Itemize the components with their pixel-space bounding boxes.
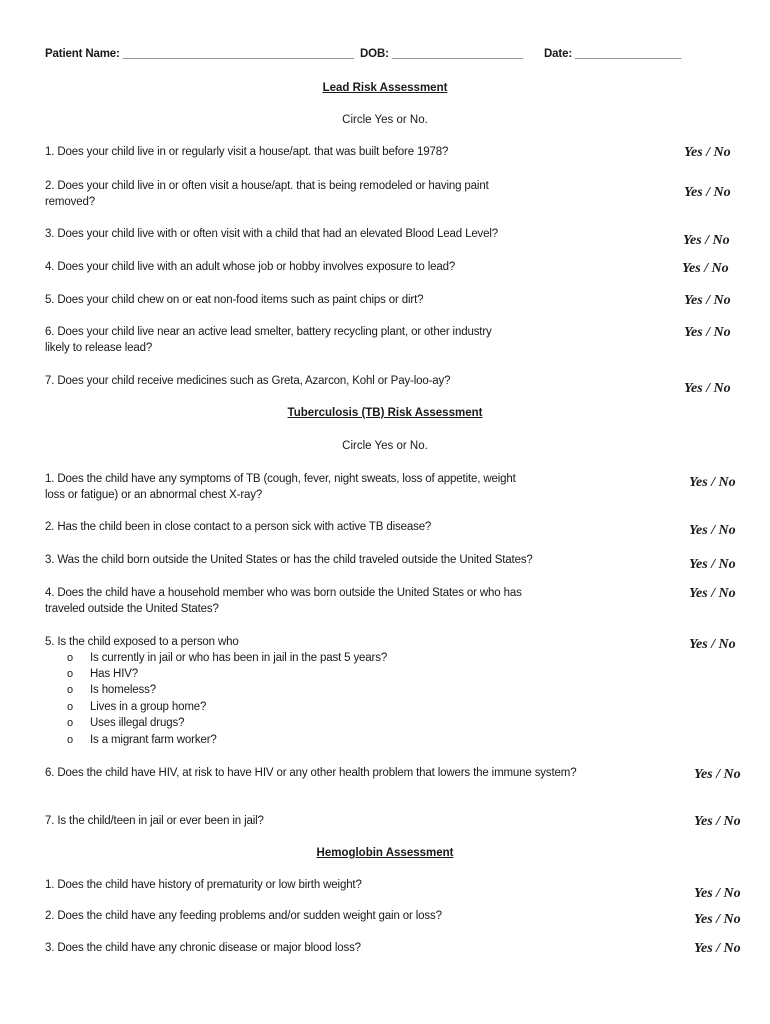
tb-question-4-cont: traveled outside the United States? bbox=[45, 603, 219, 615]
hemo-q1-yes-no[interactable]: Yes / No bbox=[694, 886, 741, 901]
hemo-q3-yes-no[interactable]: Yes / No bbox=[694, 941, 741, 956]
bullet-icon: o bbox=[67, 684, 74, 696]
lead-q5-yes-no[interactable]: Yes / No bbox=[684, 293, 731, 308]
tb-q5-item-2: Has HIV? bbox=[90, 668, 139, 680]
lead-question-1: 1. Does your child live in or regularly visit a house/apt. that was built before 1978? bbox=[45, 146, 449, 158]
tb-q3-yes-no[interactable]: Yes / No bbox=[689, 557, 736, 572]
lead-q7-yes-no[interactable]: Yes / No bbox=[684, 381, 731, 396]
hemo-question-2: 2. Does the child have any feeding problems and/or sudden weight gain or loss? bbox=[45, 910, 442, 922]
lead-q2-yes-no[interactable]: Yes / No bbox=[684, 185, 731, 200]
tb-q6-yes-no[interactable]: Yes / No bbox=[694, 767, 741, 782]
tb-question-2: 2. Has the child been in close contact to a person sick with active TB disease? bbox=[45, 521, 432, 533]
bullet-icon: o bbox=[67, 734, 74, 746]
lead-question-2: 2. Does your child live in or often visit a house/apt. that is being remodeled or having paint bbox=[45, 180, 489, 192]
lead-q1-yes-no[interactable]: Yes / No bbox=[684, 145, 731, 160]
hemo-question-1: 1. Does the child have history of prematurity or low birth weight? bbox=[45, 879, 362, 891]
tb-question-6: 6. Does the child have HIV, at risk to have HIV or any other health problem that lowers the immune system? bbox=[45, 767, 577, 779]
tb-q5-item-1: Is currently in jail or who has been in jail in the past 5 years? bbox=[90, 652, 388, 664]
tb-q5-item-3: Is homeless? bbox=[90, 684, 156, 696]
bullet-icon: o bbox=[67, 717, 74, 729]
tb-q5-item-4: Lives in a group home? bbox=[90, 701, 207, 713]
tb-q2-yes-no[interactable]: Yes / No bbox=[689, 523, 736, 538]
hemo-section-title: Hemoglobin Assessment bbox=[316, 847, 454, 859]
bullet-icon: o bbox=[67, 652, 74, 664]
tb-q7-yes-no[interactable]: Yes / No bbox=[694, 814, 741, 829]
lead-question-4: 4. Does your child live with an adult whose job or hobby involves exposure to lead? bbox=[45, 261, 456, 273]
tb-question-4: 4. Does the child have a household member who was born outside the United States or who has bbox=[45, 587, 522, 599]
tb-question-7: 7. Is the child/teen in jail or ever been in jail? bbox=[45, 815, 264, 827]
dob-field[interactable]: DOB: _____________________ bbox=[360, 48, 523, 60]
lead-question-6-cont: likely to release lead? bbox=[45, 342, 153, 354]
date-field[interactable]: Date: _________________ bbox=[544, 48, 682, 60]
lead-section-title: Lead Risk Assessment bbox=[322, 82, 448, 94]
hemo-q2-yes-no[interactable]: Yes / No bbox=[694, 912, 741, 927]
tb-instruction: Circle Yes or No. bbox=[342, 440, 428, 452]
tb-q5-yes-no[interactable]: Yes / No bbox=[689, 637, 736, 652]
lead-q3-yes-no[interactable]: Yes / No bbox=[683, 233, 730, 248]
tb-section-title: Tuberculosis (TB) Risk Assessment bbox=[287, 407, 483, 419]
bullet-icon: o bbox=[67, 668, 74, 680]
tb-q5-item-6: Is a migrant farm worker? bbox=[90, 734, 217, 746]
lead-question-6: 6. Does your child live near an active lead smelter, battery recycling plant, or other industry bbox=[45, 326, 492, 338]
tb-question-3: 3. Was the child born outside the United States or has the child traveled outside the United States? bbox=[45, 554, 533, 566]
tb-question-5: 5. Is the child exposed to a person who bbox=[45, 636, 239, 648]
lead-instruction: Circle Yes or No. bbox=[342, 114, 428, 126]
tb-q1-yes-no[interactable]: Yes / No bbox=[689, 475, 736, 490]
tb-q5-item-5: Uses illegal drugs? bbox=[90, 717, 185, 729]
tb-question-1-cont: loss or fatigue) or an abnormal chest X-ray? bbox=[45, 489, 263, 501]
tb-q4-yes-no[interactable]: Yes / No bbox=[689, 586, 736, 601]
lead-question-2-cont: removed? bbox=[45, 196, 95, 208]
lead-question-3: 3. Does your child live with or often visit with a child that had an elevated Blood Lead Level? bbox=[45, 228, 499, 240]
bullet-icon: o bbox=[67, 701, 74, 713]
lead-question-5: 5. Does your child chew on or eat non-food items such as paint chips or dirt? bbox=[45, 294, 424, 306]
hemo-question-3: 3. Does the child have any chronic disease or major blood loss? bbox=[45, 942, 361, 954]
lead-question-7: 7. Does your child receive medicines such as Greta, Azarcon, Kohl or Pay-loo-ay? bbox=[45, 375, 451, 387]
patient-name-field[interactable]: Patient Name: _____________________________________ bbox=[45, 48, 354, 60]
lead-q6-yes-no[interactable]: Yes / No bbox=[684, 325, 731, 340]
lead-q4-yes-no[interactable]: Yes / No bbox=[682, 261, 729, 276]
tb-question-1: 1. Does the child have any symptoms of TB (cough, fever, night sweats, loss of appetite, weight bbox=[45, 473, 516, 485]
